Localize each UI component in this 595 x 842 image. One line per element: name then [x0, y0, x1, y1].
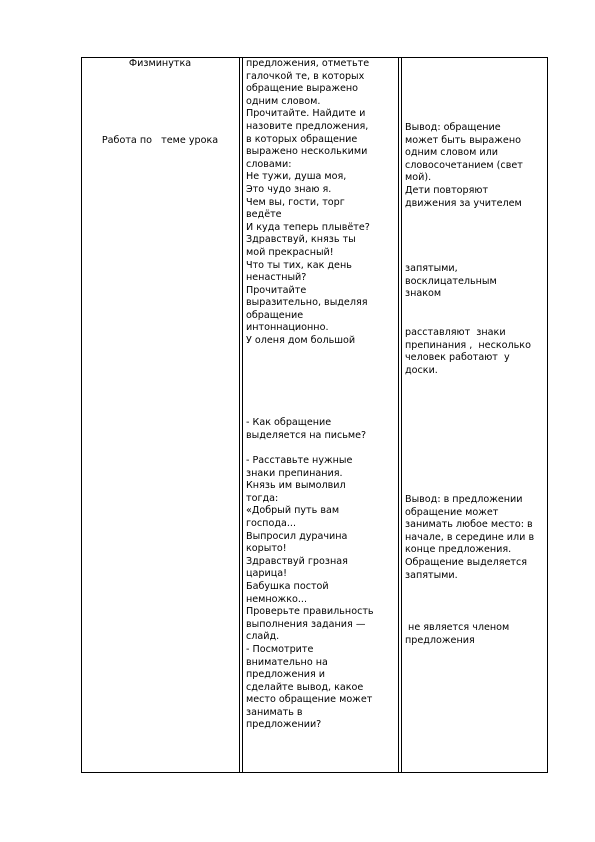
- text-line: выделяется на письме?: [246, 429, 367, 441]
- stage-fizminutka: Физминутка: [128, 58, 192, 69]
- text-line: занимать любое место: в: [405, 519, 533, 531]
- text-line: в которых обращение: [246, 133, 358, 145]
- column-divider: [398, 58, 399, 772]
- student-text-block-b: [405, 263, 497, 301]
- text-line: Не тужи, душа моя,: [246, 171, 347, 183]
- text-line: Проверьте правильность: [246, 606, 374, 618]
- text-line: ненастный?: [246, 272, 307, 284]
- text-line: Вывод: обращение: [405, 122, 501, 133]
- text-line: Что ты тих, как день: [246, 259, 352, 271]
- student-text-block-c: [405, 327, 531, 377]
- text-line: мой).: [405, 172, 432, 184]
- text-line: начале, в середине или в: [405, 531, 535, 543]
- text-line: место обращение может: [246, 694, 373, 706]
- stage-rabota: Работа по теме урока: [101, 135, 219, 146]
- column-divider: [242, 58, 243, 772]
- text-line: внимательно на: [246, 656, 328, 668]
- text-line: сделайте вывод, какое: [246, 681, 364, 693]
- text-line: царица!: [246, 568, 287, 580]
- text-line: Здравствуй грозная: [246, 555, 348, 567]
- text-line: одним словом.: [246, 95, 321, 107]
- text-line: господа...: [246, 517, 296, 529]
- text-line: слайд.: [246, 631, 280, 643]
- text-line: не является членом: [405, 622, 510, 633]
- column-divider: [239, 58, 240, 772]
- text-line: У оленя дом большой: [246, 335, 356, 347]
- text-line: одним словом или: [405, 147, 498, 159]
- teacher-text-block-b: [246, 417, 366, 442]
- text-line: назовите предложения,: [246, 120, 369, 132]
- text-line: галочкой те, в которых: [246, 70, 365, 82]
- text-line: тогда:: [246, 492, 279, 504]
- text-line: обращение выражено: [246, 83, 359, 95]
- text-line: знаком: [405, 288, 442, 300]
- text-line: корыто!: [246, 543, 287, 555]
- text-line: Чем вы, гости, торг: [246, 196, 345, 208]
- text-line: восклицательным: [405, 275, 497, 287]
- text-line: - Расставьте нужные: [246, 455, 353, 466]
- teacher-text-block-a: [246, 58, 370, 348]
- text-line: И куда теперь плывёте?: [246, 221, 370, 233]
- text-line: обращение может: [405, 506, 499, 518]
- text-line: выражено несколькими: [246, 146, 368, 158]
- lesson-table: [81, 57, 548, 773]
- text-line: запятыми.: [405, 569, 458, 581]
- student-text-block-e: [405, 622, 509, 647]
- text-line: выразительно, выделяя: [246, 297, 368, 309]
- text-line: Вывод: в предложении: [405, 494, 523, 505]
- text-line: Бабушка постой: [246, 580, 329, 592]
- text-line: - Посмотрите: [246, 643, 314, 655]
- text-line: знаки препинания.: [246, 467, 343, 479]
- text-line: Прочитайте. Найдите и: [246, 108, 366, 120]
- text-line: Князь им вымолвил: [246, 480, 346, 492]
- text-line: движения за учителем: [405, 197, 522, 209]
- column-divider: [401, 58, 402, 772]
- text-line: Прочитайте: [246, 284, 307, 296]
- text-line: конце предложения.: [405, 544, 512, 556]
- text-line: может быть выражено: [405, 134, 521, 146]
- text-line: занимать в: [246, 706, 303, 718]
- text-line: Выпросил дурачина: [246, 530, 348, 542]
- text-line: расставляют знаки: [405, 327, 506, 338]
- text-line: запятыми,: [405, 263, 458, 274]
- text-line: доски.: [405, 364, 438, 376]
- student-text-block-a: [405, 122, 523, 210]
- text-line: Дети повторяют: [405, 184, 489, 196]
- student-text-block-d: [405, 494, 534, 582]
- text-line: предложении?: [246, 719, 322, 731]
- text-line: предложения и: [246, 669, 326, 681]
- text-line: выполнения задания —: [246, 618, 366, 630]
- text-line: интоннационно.: [246, 322, 329, 334]
- text-line: ведёте: [246, 209, 282, 221]
- text-line: немножко...: [246, 593, 308, 605]
- text-line: Это чудо знаю я.: [246, 183, 332, 195]
- text-line: словосочетанием (свет: [405, 159, 523, 171]
- teacher-text-block-c: [246, 455, 374, 732]
- text-line: предложения, отметьте: [246, 58, 370, 69]
- text-line: Обращение выделяется: [405, 556, 528, 568]
- text-line: - Как обращение: [246, 417, 332, 428]
- text-line: мой прекрасный!: [246, 246, 334, 258]
- text-line: обращение: [246, 309, 304, 321]
- text-line: словами:: [246, 158, 292, 170]
- text-line: Здравствуй, князь ты: [246, 234, 356, 246]
- text-line: человек работают у: [405, 352, 510, 364]
- text-line: препинания , несколько: [405, 339, 531, 351]
- text-line: «Добрый путь вам: [246, 505, 340, 517]
- text-line: предложения: [405, 634, 475, 646]
